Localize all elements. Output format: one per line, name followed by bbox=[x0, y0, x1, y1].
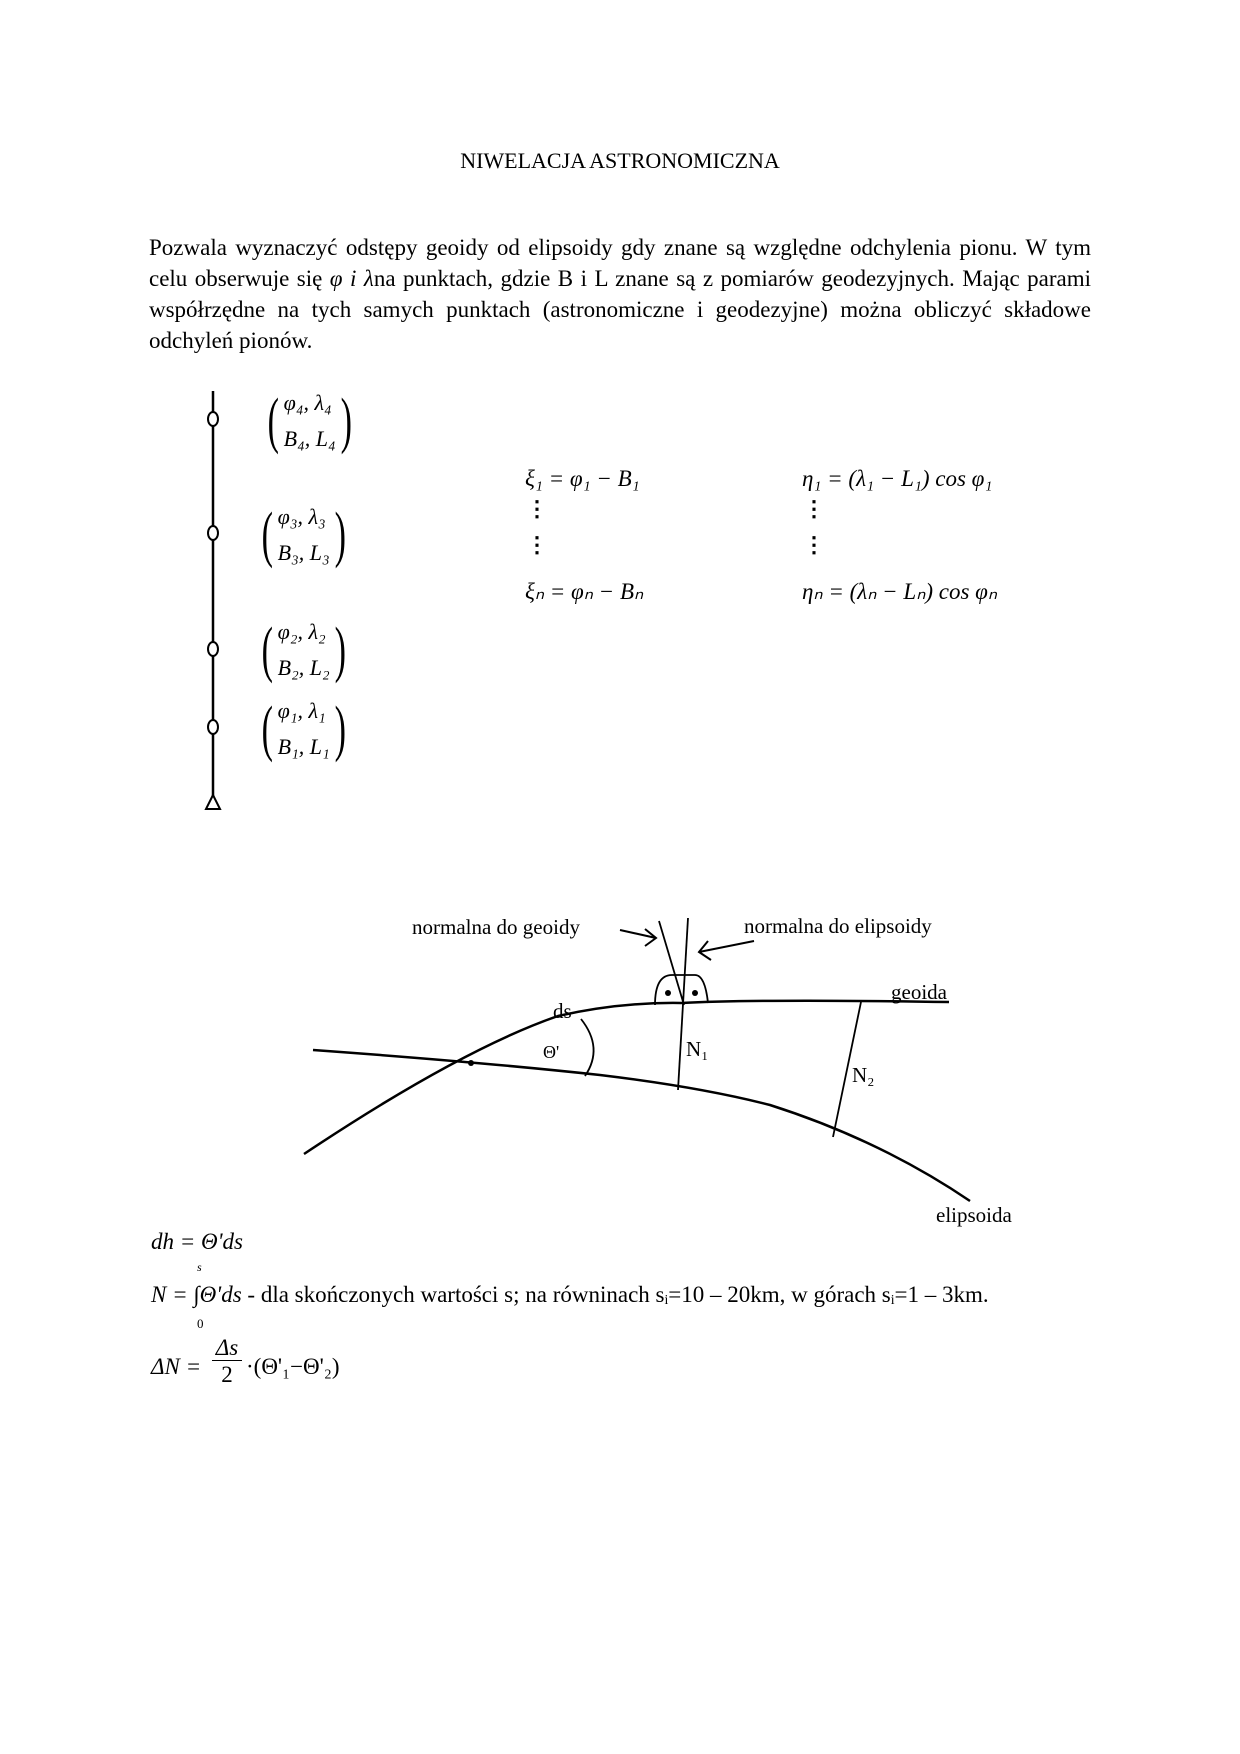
label-ellipsoid: elipsoida bbox=[936, 1203, 1012, 1227]
page-title: NIWELACJA ASTRONOMICZNA bbox=[460, 148, 780, 173]
formula-delta-n bbox=[151, 1354, 201, 1380]
eta-1-equation: η₁ = (λ₁ − L₁) cos φ₁ bbox=[802, 466, 993, 491]
point-4-astro: φ₄, λ₄ bbox=[283, 390, 332, 415]
theta-angle-arc bbox=[581, 1019, 594, 1076]
fraction-denominator: 2 bbox=[221, 1362, 233, 1387]
vdots-eta-1: ⋮ bbox=[803, 496, 825, 521]
point-4-geod: B₄, L₄ bbox=[283, 426, 336, 451]
label-theta: Θ' bbox=[543, 1042, 560, 1062]
formula-n bbox=[151, 1282, 989, 1308]
vdots-xi-2: ⋮ bbox=[526, 532, 548, 557]
point-2-coords: ( φ₂, λ₂ B₂, L₂ ) bbox=[261, 616, 346, 684]
formula-dn-lhs: ΔN = bbox=[151, 1354, 202, 1379]
label-n1: N₁ bbox=[686, 1037, 709, 1061]
formula-dn-rhs: ·(Θ'₁−Θ'₂) bbox=[246, 1354, 340, 1379]
formula-n-integrand: Θ'ds bbox=[199, 1282, 242, 1307]
integral-lower-limit: 0 bbox=[197, 1316, 204, 1331]
lambda-symbol: λ bbox=[363, 266, 374, 291]
intro-text-1: Pozwala wyznaczyć odstępy geoidy od elipsoidy gdy znane są względne odchylenia pionu. W tym celu obserwuje się bbox=[149, 235, 1091, 291]
point-4-coords: ( φ₄, λ₄ B₄, L₄ ) bbox=[267, 387, 352, 455]
formula-n-text: - dla skończonych wartości s; na równinach sᵢ=10 – 20km, w górach sᵢ=1 – 3km. bbox=[241, 1282, 989, 1307]
xi-1-equation: ξ₁ = φ₁ − B₁ bbox=[525, 466, 640, 491]
conj-i: i bbox=[342, 266, 364, 291]
label-normal-ellipsoid: normalna do elipsoidy bbox=[744, 914, 932, 938]
point-1-astro: φ₁, λ₁ bbox=[277, 698, 326, 723]
formula-n-lhs: N = ∫ bbox=[151, 1282, 200, 1307]
triangle-benchmark-icon bbox=[206, 795, 220, 809]
vdots-eta-2: ⋮ bbox=[803, 532, 825, 557]
right-angle-dot bbox=[665, 990, 671, 996]
point-3-geod: B₃, L₃ bbox=[277, 540, 330, 565]
geoid-normal bbox=[659, 921, 684, 1005]
right-angle-mark bbox=[655, 975, 708, 1005]
point-1-geod: B₁, L₁ bbox=[277, 734, 330, 759]
station-point-4 bbox=[208, 412, 218, 426]
vdots-xi-1: ⋮ bbox=[526, 496, 548, 521]
point-2-astro: φ₂, λ₂ bbox=[277, 619, 326, 644]
eta-n-equation: ηₙ = (λₙ − Lₙ) cos φₙ bbox=[802, 579, 998, 604]
label-ds: ds bbox=[553, 999, 572, 1023]
point-3-coords: ( φ₃, λ₃ B₃, L₃ ) bbox=[261, 501, 346, 569]
label-geoid: geoida bbox=[891, 980, 947, 1004]
label-normal-geoid: normalna do geoidy bbox=[412, 915, 580, 939]
formula-dh: dh = Θ'ds bbox=[151, 1229, 243, 1254]
fraction-numerator: Δs bbox=[212, 1336, 242, 1361]
station-point-1 bbox=[208, 720, 218, 734]
point-3-astro: φ₃, λ₃ bbox=[277, 504, 326, 529]
station-point-3 bbox=[208, 526, 218, 540]
arrow-geoid-normal-icon bbox=[620, 929, 656, 946]
xi-n-equation: ξₙ = φₙ − Bₙ bbox=[525, 579, 644, 604]
right-angle-dot bbox=[692, 990, 698, 996]
integral-upper-limit: s bbox=[197, 1260, 202, 1274]
arrow-ellipsoid-normal-icon bbox=[699, 941, 754, 960]
station-point-2 bbox=[208, 642, 218, 656]
point-1-coords: ( φ₁, λ₁ B₁, L₁ ) bbox=[261, 695, 346, 763]
intersection-point bbox=[468, 1060, 474, 1066]
phi-symbol: φ bbox=[329, 266, 343, 291]
intro-text-2: na punktach, gdzie B i L znane są z pomiarów geodezyjnych. Mając parami współrzędne na tych samych punktach (astronomiczne i geodezyjne) można obliczyć składowe odchyleń pionów. bbox=[149, 266, 1091, 353]
label-n2: N₂ bbox=[852, 1063, 875, 1087]
point-2-geod: B₂, L₂ bbox=[277, 655, 330, 680]
